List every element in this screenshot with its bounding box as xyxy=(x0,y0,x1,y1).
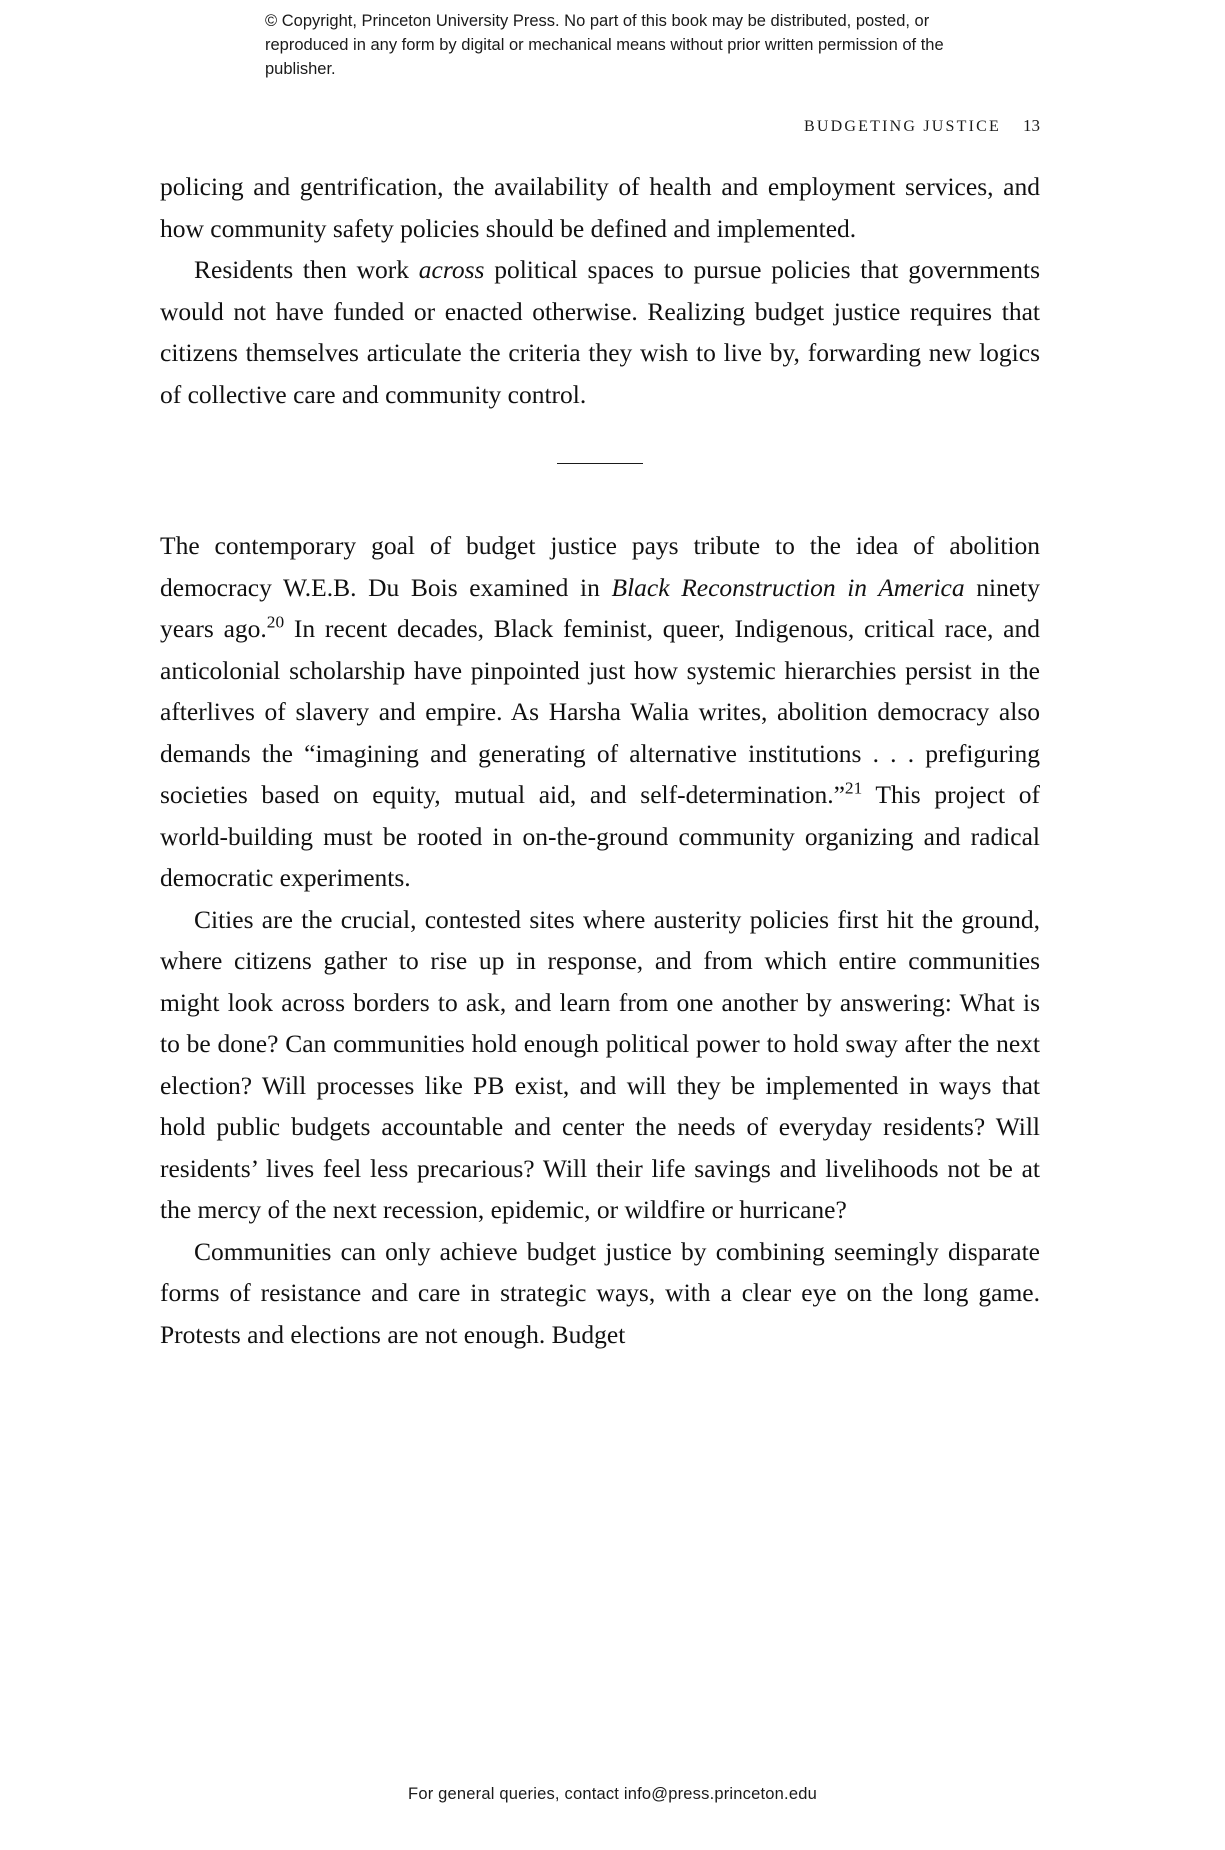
footer-query-note: For general queries, contact info@press.princeton.edu xyxy=(408,1785,817,1803)
paragraph-3-text-d: This project of world-building must be rooted in on-the-ground community organizing and radical democratic experiments. xyxy=(160,780,1040,892)
page-body xyxy=(160,166,1040,1355)
running-head-title: BUDGETING JUSTICE xyxy=(804,118,1001,135)
paragraph-2-emphasis: across xyxy=(418,255,485,284)
paragraph-2-text-b: political spaces to pursue policies that governments would not have funded or enacted otherwise. Realizing budget justice requires that citizens themselves articulate the criteria they wish to live by, forwarding new logics of collective care and community control. xyxy=(160,255,1040,409)
footnote-marker-21: 21 xyxy=(844,778,863,798)
footnote-marker-20: 20 xyxy=(266,612,285,632)
paragraph-2-text-a: Residents then work xyxy=(194,255,419,284)
copyright-notice: © Copyright, Princeton University Press. No part of this book may be distributed, posted, or reproduced in any form by digital or mechanical means without prior written permission of the publisher. xyxy=(265,12,944,78)
paragraph-1: policing and gentrification, the availability of health and employment services, and how community safety policies should be defined and implemented. xyxy=(160,172,1040,243)
running-head xyxy=(160,116,1040,136)
paragraph-3-text-a: The contemporary goal of budget justice pays tribute to the idea of abolition democracy W.E.B. Du Bois examined in xyxy=(160,531,1040,602)
section-break-rule xyxy=(557,463,643,464)
paragraph-2 xyxy=(160,249,1040,415)
paragraph-3-book-title: Black Reconstruction in America xyxy=(611,572,965,602)
paragraph-5: Communities can only achieve budget justice by combining seemingly disparate forms of resistance and care in strategic ways, with a clear eye on the long game. Protests and elections are not enough. Budget xyxy=(160,1236,1040,1349)
page-number: 13 xyxy=(1023,116,1040,135)
paragraph-3-text-c: In recent decades, Black feminist, queer, Indigenous, critical race, and anticolonial scholarship have pinpointed just how systemic hierarchies persist in the afterlives of slavery and empire. As Harsha Walia writes, abolition democracy also demands the “imagining and generating of alternative institutions . . . prefiguring societies based on equity, mutual aid, and self-determination.” xyxy=(160,614,1040,809)
paragraph-3 xyxy=(160,525,1040,899)
paragraph-3-text-b: ninety years ago. xyxy=(160,572,1040,643)
section-break xyxy=(160,443,1040,485)
paragraph-4: Cities are the crucial, contested sites where austerity policies first hit the ground, where citizens gather to rise up in response, and from which entire communities might look across borders to ask, and learn from one another by answering: What is to be done? Can communities hold enough political power to hold sway after the next election? Will processes like PB exist, and will they be implemented in ways that hold public budgets accountable and center the needs of everyday residents? Will residents’ lives feel less precarious? Will their life savings and livelihoods not be at the mercy of the next recession, epidemic, or wildfire or hurricane? xyxy=(160,904,1040,1224)
